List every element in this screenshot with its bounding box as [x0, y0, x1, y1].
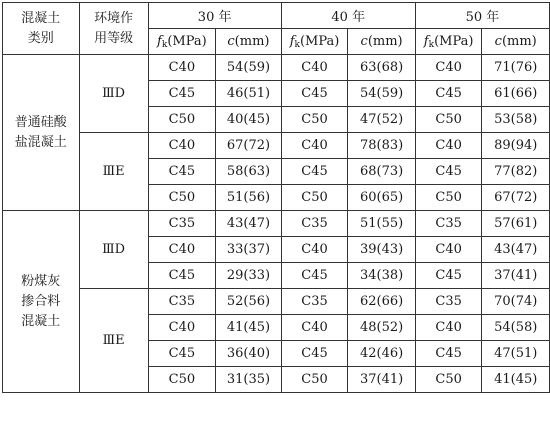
cover-thickness-cell: 71(76)	[482, 55, 550, 81]
concrete-category-line: 粉煤灰	[21, 273, 61, 289]
cover-thickness-cell: 40(45)	[216, 107, 282, 133]
strength-grade-cell: C50	[415, 185, 482, 211]
cover-thickness-cell: 37(41)	[348, 367, 415, 393]
header-category-line-2: 类别	[27, 30, 54, 46]
c-symbol: c	[360, 34, 368, 49]
strength-grade-cell: C40	[148, 133, 216, 159]
cover-thickness-cell: 43(47)	[216, 211, 282, 237]
header-cover-thickness	[216, 29, 282, 55]
exposure-level-cell: ⅢD	[79, 55, 148, 133]
table-row	[3, 55, 550, 81]
strength-grade-cell: C45	[281, 341, 348, 367]
cover-thickness-cell: 62(66)	[348, 289, 415, 315]
strength-grade-cell: C45	[415, 341, 482, 367]
strength-grade-cell: C40	[415, 237, 482, 263]
cover-thickness-cell: 67(72)	[482, 185, 550, 211]
strength-grade-cell: C45	[148, 81, 216, 107]
concrete-category-line: 掺合料	[21, 293, 61, 309]
header-fk-strength	[281, 29, 348, 55]
strength-grade-cell: C50	[148, 185, 216, 211]
strength-grade-cell: C50	[148, 107, 216, 133]
strength-grade-cell: C35	[148, 289, 216, 315]
fk-unit: (MPa)	[434, 33, 474, 49]
fk-subscript: k	[428, 39, 435, 50]
header-cover-thickness	[482, 29, 550, 55]
strength-grade-cell: C45	[148, 341, 216, 367]
cover-thickness-table-container	[2, 2, 550, 393]
header-year-30: 30 年	[148, 3, 281, 29]
header-exposure-line-1: 环境作	[94, 10, 134, 26]
cover-thickness-cell: 36(40)	[216, 341, 282, 367]
header-year-40: 40 年	[281, 3, 415, 29]
cover-thickness-table	[2, 2, 550, 393]
concrete-category-line: 盐混凝土	[14, 134, 67, 150]
strength-grade-cell: C40	[415, 315, 482, 341]
table-body	[3, 3, 550, 393]
strength-grade-cell: C40	[281, 237, 348, 263]
cover-thickness-cell: 31(35)	[216, 367, 282, 393]
cover-thickness-cell: 39(43)	[348, 237, 415, 263]
strength-grade-cell: C40	[415, 55, 482, 81]
cover-thickness-cell: 58(63)	[216, 159, 282, 185]
c-unit: (mm)	[501, 34, 537, 49]
cover-thickness-cell: 54(58)	[482, 315, 550, 341]
cover-thickness-cell: 33(37)	[216, 237, 282, 263]
strength-grade-cell: C50	[281, 185, 348, 211]
cover-thickness-cell: 41(45)	[216, 315, 282, 341]
strength-grade-cell: C40	[281, 55, 348, 81]
header-exposure-level	[79, 3, 148, 55]
table-row	[3, 133, 550, 159]
header-category-line-1: 混凝土	[21, 10, 61, 26]
cover-thickness-cell: 60(65)	[348, 185, 415, 211]
strength-grade-cell: C50	[281, 367, 348, 393]
header-fk-strength	[415, 29, 482, 55]
header-exposure-line-2: 用等级	[94, 30, 134, 46]
strength-grade-cell: C50	[415, 367, 482, 393]
fk-symbol: f	[423, 33, 429, 49]
strength-grade-cell: C45	[415, 159, 482, 185]
cover-thickness-cell: 70(74)	[482, 289, 550, 315]
cover-thickness-cell: 67(72)	[216, 133, 282, 159]
cover-thickness-cell: 52(56)	[216, 289, 282, 315]
cover-thickness-cell: 63(68)	[348, 55, 415, 81]
strength-grade-cell: C45	[415, 81, 482, 107]
cover-thickness-cell: 51(56)	[216, 185, 282, 211]
header-row-years	[3, 3, 550, 29]
fk-unit: (MPa)	[299, 33, 340, 49]
cover-thickness-cell: 42(46)	[348, 341, 415, 367]
concrete-category-cell	[3, 55, 80, 211]
fk-subscript: k	[294, 39, 300, 50]
strength-grade-cell: C45	[415, 263, 482, 289]
fk-symbol: f	[289, 33, 295, 49]
strength-grade-cell: C40	[281, 133, 348, 159]
header-year-50: 50 年	[415, 3, 549, 29]
fk-subscript: k	[161, 39, 168, 50]
cover-thickness-cell: 68(73)	[348, 159, 415, 185]
cover-thickness-cell: 47(52)	[348, 107, 415, 133]
strength-grade-cell: C40	[148, 315, 216, 341]
cover-thickness-cell: 48(52)	[348, 315, 415, 341]
cover-thickness-cell: 43(47)	[482, 237, 550, 263]
strength-grade-cell: C45	[148, 263, 216, 289]
cover-thickness-cell: 54(59)	[348, 81, 415, 107]
strength-grade-cell: C35	[281, 289, 348, 315]
strength-grade-cell: C50	[281, 107, 348, 133]
strength-grade-cell: C45	[281, 263, 348, 289]
cover-thickness-cell: 41(45)	[482, 367, 550, 393]
cover-thickness-cell: 78(83)	[348, 133, 415, 159]
cover-thickness-cell: 51(55)	[348, 211, 415, 237]
header-cover-thickness	[348, 29, 415, 55]
header-fk-strength	[148, 29, 216, 55]
strength-grade-cell: C35	[415, 289, 482, 315]
exposure-level-cell: ⅢE	[79, 289, 148, 393]
cover-thickness-cell: 29(33)	[216, 263, 282, 289]
concrete-category-cell	[3, 211, 80, 393]
strength-grade-cell: C50	[148, 367, 216, 393]
strength-grade-cell: C45	[148, 159, 216, 185]
strength-grade-cell: C45	[281, 81, 348, 107]
strength-grade-cell: C40	[415, 133, 482, 159]
cover-thickness-cell: 37(41)	[482, 263, 550, 289]
strength-grade-cell: C35	[281, 211, 348, 237]
strength-grade-cell: C40	[148, 237, 216, 263]
strength-grade-cell: C45	[281, 159, 348, 185]
strength-grade-cell: C35	[415, 211, 482, 237]
exposure-level-cell: ⅢE	[79, 133, 148, 211]
strength-grade-cell: C40	[148, 55, 216, 81]
cover-thickness-cell: 46(51)	[216, 81, 282, 107]
c-symbol: c	[227, 34, 235, 49]
exposure-level-cell: ⅢD	[79, 211, 148, 289]
c-unit: (mm)	[367, 34, 403, 49]
cover-thickness-cell: 77(82)	[482, 159, 550, 185]
header-category	[3, 3, 80, 55]
fk-symbol: f	[157, 33, 162, 49]
cover-thickness-cell: 47(51)	[482, 341, 550, 367]
concrete-category-line: 普通硅酸	[14, 114, 67, 130]
fk-unit: (MPa)	[167, 33, 207, 49]
cover-thickness-cell: 54(59)	[216, 55, 282, 81]
c-symbol: c	[494, 34, 502, 49]
cover-thickness-cell: 57(61)	[482, 211, 550, 237]
cover-thickness-cell: 61(66)	[482, 81, 550, 107]
concrete-category-line: 混凝土	[21, 313, 61, 329]
strength-grade-cell: C40	[281, 315, 348, 341]
strength-grade-cell: C35	[148, 211, 216, 237]
table-row	[3, 211, 550, 237]
table-row	[3, 289, 550, 315]
cover-thickness-cell: 89(94)	[482, 133, 550, 159]
strength-grade-cell: C50	[415, 107, 482, 133]
cover-thickness-cell: 34(38)	[348, 263, 415, 289]
cover-thickness-cell: 53(58)	[482, 107, 550, 133]
c-unit: (mm)	[234, 34, 270, 49]
